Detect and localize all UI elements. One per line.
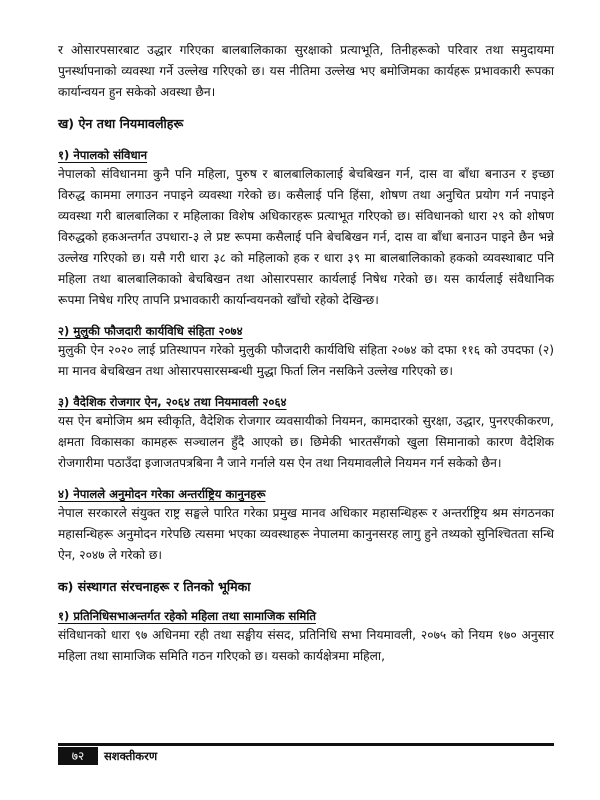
page-number: ७२ — [58, 747, 98, 765]
footer-title: सशक्तीकरण — [104, 749, 158, 763]
subheading-women-social-committee: १) प्रतिनिधिसभाअन्तर्गत रहेको महिला तथा सामाजिक समिति — [58, 609, 316, 623]
subheading-international-laws: ४) नेपालले अनुमोदन गरेका अन्तर्राष्ट्रिय कानुनहरू — [58, 487, 266, 501]
paragraph-women-social-committee: संविधानको धारा ९७ अधिनमा रही तथा सङ्घीय संसद, प्रतिनिधि सभा नियमावली, २०७५ को नियम १७० अनुसार महिला तथा सामाजिक समिति गठन गरिएको छ। यसको कार्यक्षेत्रमा महिला, — [58, 628, 554, 663]
page-footer — [58, 740, 554, 764]
paragraph-international-laws: नेपाल सरकारले संयुक्त राष्ट्र सङ्घले पारित गरेका प्रमुख मानव अधिकार महासन्धिहरू र अन्तर्राष्ट्रिय श्रम संगठनका महासन्धिहरू अनुमोदन गरेपछि त्यसमा भएका व्यवस्थाहरू नेपालमा कानुनसरह लागु हुने तथ्यको सुनिश्चितता सन्धि ऐन, २०४७ ले गरेको छ। — [58, 506, 554, 562]
section-heading-institutional-structures: क) संस्थागत संरचनाहरू र तिनको भूमिका — [58, 579, 251, 594]
footer-rule — [58, 743, 554, 746]
paragraph-intro-continuation: र ओसारपसारबाट उद्धार गरिएका बालबालिकाका सुरक्षाको प्रत्याभूति, तिनीहरूको परिवार तथा समुदायमा पुनर्स्थापनाको व्यवस्था गर्ने उल्लेख गरिएको छ। यस नीतिमा उल्लेख भए बमोजिमका कार्यहरू प्रभावकारी रूपका कार्यान्वयन हुन सकेको अवस्था छैन। — [58, 43, 554, 99]
subheading-foreign-employment-act: ३) वैदेशिक रोजगार ऐन, २०६४ तथा नियमावली २०६४ — [58, 395, 287, 409]
paragraph-constitution: नेपालको संविधानमा कुनै पनि महिला, पुरुष र बालबालिकालाई बेचबिखन गर्न, दास वा बाँधा बनाउन र इच्छा विरुद्ध काममा लगाउन नपाइने व्यवस्था गरेको छ। कसैलाई पनि हिंसा, शोषण तथा अनुचित प्रयोग गर्न नपाइने व्यवस्था गरी बालबालिका र महिलाका विशेष अधिकारहरू प्रत्याभूत गरिएको छ। संविधानको धारा २९ को शोषण विरुद्धको हकअन्तर्गत उपधारा-३ ले प्रष्ट रूपमा कसैलाई पनि बेचबिखन गर्न, दास वा बाँधा बनाउन पाइने छैन भन्ने उल्लेख गरिएको छ। यसै गरी धारा ३८ को महिलाको हक र धारा ३९ मा बालबालिकाको हकको व्यवस्थाबाट पनि महिला तथा बालबालिकाको बेचबिखन तथा ओसारपसार कार्यलाई निषेध गरेको छ। यस कार्यलाई संवैधानिक रूपमा निषेध गरिए तापनि प्रभावकारी कार्यान्वयनको खाँचो रहेको देखिन्छ। — [58, 167, 554, 307]
document-page — [58, 40, 554, 667]
subheading-constitution: १) नेपालको संविधान — [58, 148, 148, 162]
section-heading-acts-and-regulations: ख) ऐन तथा नियमावलीहरू — [58, 116, 184, 131]
subheading-criminal-procedure-code: २) मुलुकी फौजदारी कार्यविधि संहिता २०७४ — [58, 324, 243, 338]
paragraph-criminal-procedure-code: मुलुकी ऐन २०२० लाई प्रतिस्थापन गरेको मुलुकी फौजदारी कार्यविधि संहिता २०७४ को दफा ११६ को उपदफा (२) मा मानव बेचबिखन तथा ओसारपसारसम्बन्धी मुद्धा फिर्ता लिन नसकिने उल्लेख गरिएको छ। — [58, 343, 554, 378]
paragraph-foreign-employment-act: यस ऐन बमोजिम श्रम स्वीकृति, वैदेशिक रोजगार व्यवसायीको नियमन, कामदारको सुरक्षा, उद्धार, पुनरएकीकरण, क्षमता विकासका कामहरू सञ्चालन हुँदै आएको छ। छिमेकी भारतसँगको खुला सिमानाको कारण वैदेशिक रोजगारीमा पठाउँदा इजाजतपत्रबिना नै जाने गर्नाले यस ऐन तथा नियमावलीले नियमन गर्न सकेको छैन। — [58, 414, 554, 470]
